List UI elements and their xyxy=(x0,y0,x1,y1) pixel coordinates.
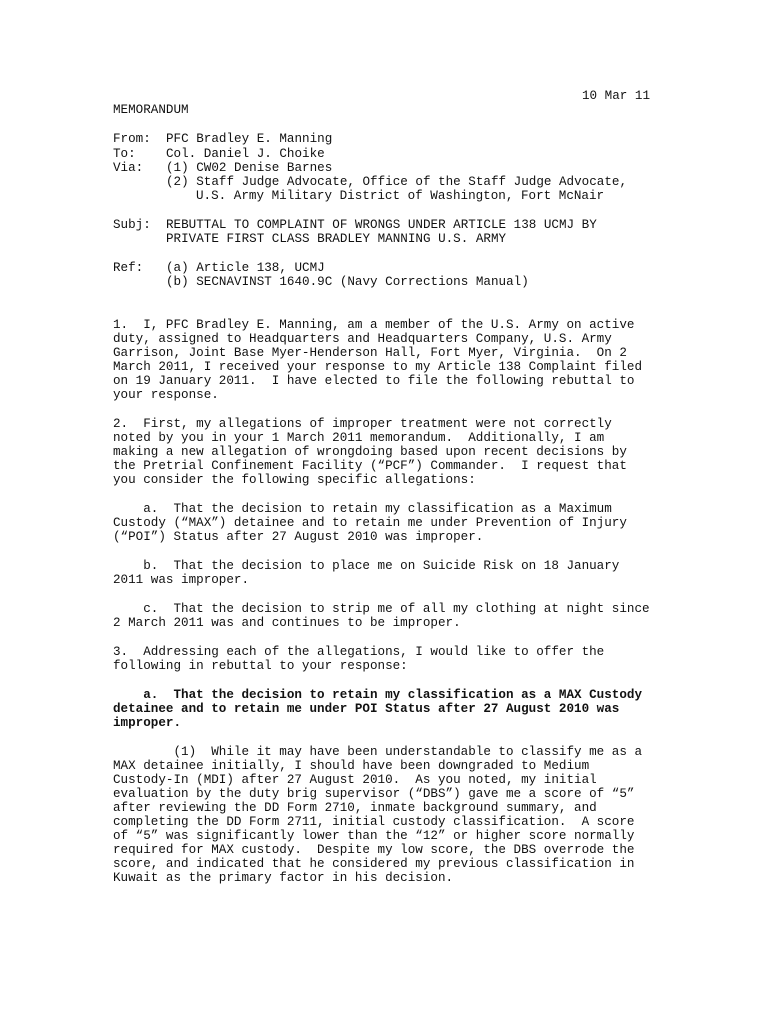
paragraph-3-line: following in rebuttal to your response: xyxy=(113,659,408,673)
allegation-a-line: a. That the decision to retain my classification as a Maximum xyxy=(113,502,612,516)
ref-label: Ref: xyxy=(113,261,144,275)
subj-line-2: PRIVATE FIRST CLASS BRADLEY MANNING U.S. ARMY xyxy=(166,232,507,246)
allegation-c-line: c. That the decision to strip me of all my clothing at night since xyxy=(113,602,650,616)
via-item-2-cont: U.S. Army Military District of Washington, Fort McNair xyxy=(196,189,605,203)
paragraph-3-line: 3. Addressing each of the allegations, I would like to offer the xyxy=(113,645,605,659)
via-item-2: (2) Staff Judge Advocate, Office of the Staff Judge Advocate, xyxy=(166,175,628,189)
sub-paragraph-1-line: (1) While it may have been understandable to classify me as a xyxy=(113,745,643,759)
ref-b: (b) SECNAVINST 1640.9C (Navy Corrections Manual) xyxy=(166,275,529,289)
paragraph-1-line: 1. I, PFC Bradley E. Manning, am a member of the U.S. Army on active xyxy=(113,318,635,332)
via-label: Via: xyxy=(113,161,144,175)
subj-label: Subj: xyxy=(113,218,151,232)
memo-date: 10 Mar 11 xyxy=(582,89,651,103)
from-label: From: xyxy=(113,132,151,146)
via-item-1: (1) CW02 Denise Barnes xyxy=(166,161,333,175)
to-value: Col. Daniel J. Choike xyxy=(166,147,325,161)
paragraph-2-line: the Pretrial Confinement Facility (“PCF”) Commander. I request that xyxy=(113,459,627,473)
from-value: PFC Bradley E. Manning xyxy=(166,132,333,146)
sub-paragraph-1-line: after reviewing the DD Form 2710, inmate background summary, and xyxy=(113,801,597,815)
sub-paragraph-1-line: of “5” was significantly lower than the “12” or higher score normally xyxy=(113,829,635,843)
paragraph-2-line: you consider the following specific allegations: xyxy=(113,473,476,487)
subj-line-1: REBUTTAL TO COMPLAINT OF WRONGS UNDER ARTICLE 138 UCMJ BY xyxy=(166,218,597,232)
allegation-a-line: Custody (“MAX”) detainee and to retain me under Prevention of Injury xyxy=(113,516,627,530)
sub-paragraph-1-line: MAX detainee initially, I should have been downgraded to Medium xyxy=(113,759,590,773)
sub-paragraph-1-line: score, and indicated that he considered my previous classification in xyxy=(113,857,635,871)
to-label: To: xyxy=(113,147,136,161)
section-a-heading-line: detainee and to retain me under POI Status after 27 August 2010 was xyxy=(113,702,620,716)
paragraph-1-line: your response. xyxy=(113,388,219,402)
sub-paragraph-1-line: completing the DD Form 2711, initial custody classification. A score xyxy=(113,815,635,829)
allegation-b-line: 2011 was improper. xyxy=(113,573,250,587)
allegation-c-line: 2 March 2011 was and continues to be improper. xyxy=(113,616,461,630)
memo-type: MEMORANDUM xyxy=(113,103,189,117)
paragraph-2-line: 2. First, my allegations of improper treatment were not correctly xyxy=(113,417,612,431)
section-a-heading-line: improper. xyxy=(113,716,182,730)
allegation-b-line: b. That the decision to place me on Suicide Risk on 18 January xyxy=(113,559,620,573)
sub-paragraph-1-line: Kuwait as the primary factor in his decision. xyxy=(113,871,454,885)
paragraph-2-line: making a new allegation of wrongdoing based upon recent decisions by xyxy=(113,445,627,459)
paragraph-1-line: on 19 January 2011. I have elected to file the following rebuttal to xyxy=(113,374,635,388)
section-a-heading-line: a. That the decision to retain my classification as a MAX Custody xyxy=(113,688,643,702)
allegation-a-line: (“POI”) Status after 27 August 2010 was improper. xyxy=(113,530,484,544)
paragraph-1-line: Garrison, Joint Base Myer-Henderson Hall, Fort Myer, Virginia. On 2 xyxy=(113,346,627,360)
paragraph-2-line: noted by you in your 1 March 2011 memorandum. Additionally, I am xyxy=(113,431,605,445)
sub-paragraph-1-line: evaluation by the duty brig supervisor (“DBS”) gave me a score of “5” xyxy=(113,787,635,801)
sub-paragraph-1-line: Custody-In (MDI) after 27 August 2010. As you noted, my initial xyxy=(113,773,597,787)
paragraph-1-line: March 2011, I received your response to my Article 138 Complaint filed xyxy=(113,360,643,374)
ref-a: (a) Article 138, UCMJ xyxy=(166,261,325,275)
paragraph-1-line: duty, assigned to Headquarters and Headquarters Company, U.S. Army xyxy=(113,332,612,346)
sub-paragraph-1-line: required for MAX custody. Despite my low score, the DBS overrode the xyxy=(113,843,635,857)
